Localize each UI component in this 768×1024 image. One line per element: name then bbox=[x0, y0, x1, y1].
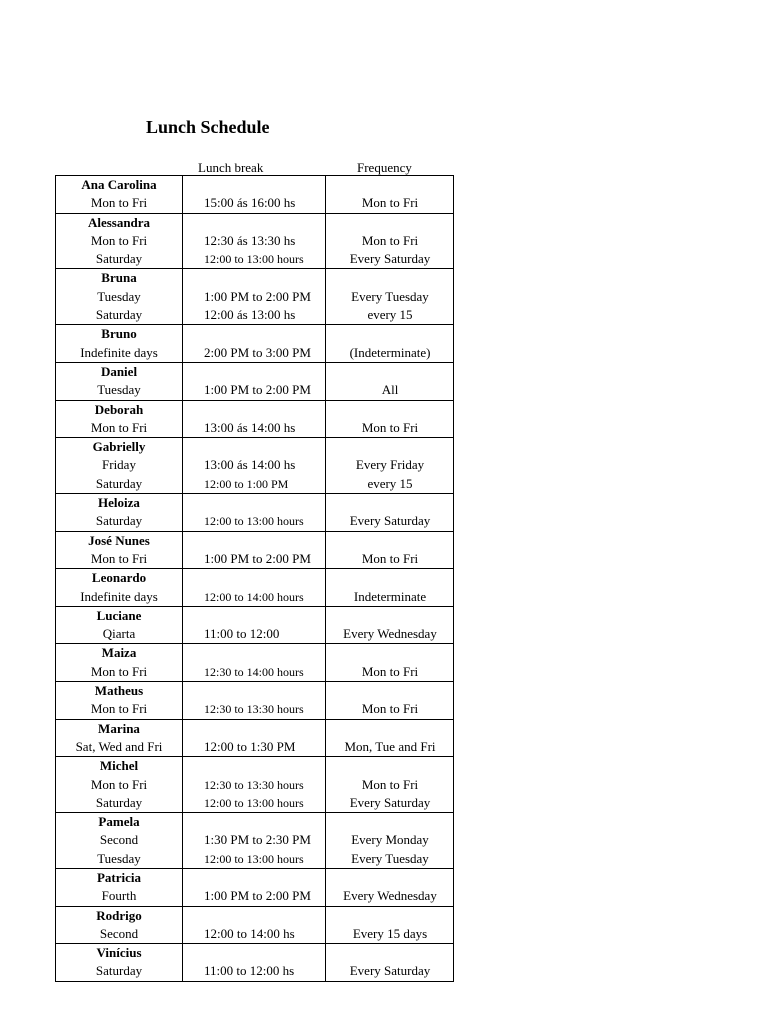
person-name: Leonardo bbox=[91, 570, 147, 586]
schedule-row bbox=[56, 232, 453, 250]
frequency-cell: every 15 bbox=[367, 307, 413, 323]
schedule-table bbox=[55, 175, 454, 982]
lunch-time-cell: 12:00 to 14:00 hs bbox=[204, 925, 295, 941]
name-row bbox=[56, 363, 453, 381]
lunch-time-cell: 1:00 PM to 2:00 PM bbox=[204, 382, 311, 398]
person-name: Gabrielly bbox=[92, 439, 146, 455]
schedule-entry bbox=[56, 907, 453, 945]
schedule-row bbox=[56, 738, 453, 756]
schedule-row bbox=[56, 381, 453, 399]
lunch-break-header: Lunch break bbox=[198, 160, 264, 175]
frequency-cell: Mon to Fri bbox=[361, 232, 419, 248]
schedule-entry bbox=[56, 682, 453, 720]
schedule-row bbox=[56, 831, 453, 849]
lunch-time-cell: 12:00 to 13:00 hours bbox=[204, 795, 304, 810]
days-cell: Saturday bbox=[95, 794, 143, 810]
lunch-time-cell: 1:00 PM to 2:00 PM bbox=[204, 888, 311, 904]
lunch-time-cell: 11:00 to 12:00 bbox=[204, 626, 280, 642]
schedule-entry bbox=[56, 325, 453, 363]
frequency-cell: Every Saturday bbox=[349, 251, 431, 267]
frequency-cell: Every Monday bbox=[351, 832, 429, 848]
days-cell: Saturday bbox=[95, 963, 143, 979]
schedule-row bbox=[56, 663, 453, 681]
frequency-cell: Mon to Fri bbox=[361, 776, 419, 792]
days-cell: Tuesday bbox=[97, 850, 141, 866]
person-name: Bruna bbox=[101, 270, 137, 286]
lunch-time-cell: 1:00 PM to 2:00 PM bbox=[204, 288, 311, 304]
days-cell: Mon to Fri bbox=[90, 550, 148, 566]
person-name: Daniel bbox=[100, 363, 138, 379]
frequency-cell: Mon to Fri bbox=[361, 663, 419, 679]
name-row bbox=[56, 813, 453, 831]
schedule-row bbox=[56, 625, 453, 643]
frequency-cell: Mon to Fri bbox=[361, 195, 419, 211]
lunch-time-cell: 15:00 ás 16:00 hs bbox=[204, 195, 296, 211]
days-cell: Mon to Fri bbox=[90, 232, 148, 248]
lunch-time-cell: 2:00 PM to 3:00 PM bbox=[204, 344, 311, 360]
person-name: Alessandra bbox=[87, 214, 151, 230]
person-name: Vinícius bbox=[96, 945, 142, 961]
lunch-time-cell: 13:00 ás 14:00 hs bbox=[204, 419, 296, 435]
schedule-entry bbox=[56, 214, 453, 270]
schedule-row bbox=[56, 194, 453, 212]
schedule-entry bbox=[56, 944, 453, 982]
name-row bbox=[56, 944, 453, 962]
person-name: Rodrigo bbox=[96, 907, 142, 923]
days-cell: Mon to Fri bbox=[90, 663, 148, 679]
person-name: Marina bbox=[98, 720, 140, 736]
person-name: Michel bbox=[99, 758, 139, 774]
lunch-time-cell: 12:00 to 13:00 hours bbox=[204, 851, 304, 866]
frequency-cell: Indeterminate bbox=[353, 588, 427, 604]
days-cell: Saturday bbox=[95, 513, 143, 529]
days-cell: Mon to Fri bbox=[90, 776, 148, 792]
schedule-entry bbox=[56, 438, 453, 494]
schedule-row bbox=[56, 776, 453, 794]
frequency-header: Frequency bbox=[357, 160, 412, 175]
lunch-time-cell: 12:30 ás 13:30 hs bbox=[204, 232, 296, 248]
schedule-row bbox=[56, 250, 453, 268]
frequency-cell: Every 15 days bbox=[352, 925, 428, 941]
lunch-time-cell: 12:00 to 13:00 hours bbox=[204, 252, 304, 267]
name-row bbox=[56, 438, 453, 456]
days-cell: Indefinite days bbox=[80, 344, 158, 360]
person-name: Patricia bbox=[96, 869, 142, 885]
lunch-time-cell: 1:30 PM to 2:30 PM bbox=[204, 832, 311, 848]
schedule-entry bbox=[56, 569, 453, 607]
schedule-row bbox=[56, 887, 453, 905]
schedule-row bbox=[56, 925, 453, 943]
schedule-row bbox=[56, 550, 453, 568]
days-cell: Indefinite days bbox=[80, 588, 158, 604]
frequency-cell: Every Tuesday bbox=[351, 850, 429, 866]
name-row bbox=[56, 494, 453, 512]
person-name: Bruno bbox=[101, 326, 137, 342]
person-name: Deborah bbox=[94, 401, 144, 417]
days-cell: Tuesday bbox=[97, 382, 141, 398]
days-cell: Mon to Fri bbox=[90, 701, 148, 717]
name-row bbox=[56, 176, 453, 194]
name-row bbox=[56, 214, 453, 232]
days-cell: Fourth bbox=[101, 888, 137, 904]
days-cell: Saturday bbox=[95, 307, 143, 323]
lunch-time-cell: 12:00 ás 13:00 hs bbox=[204, 307, 296, 323]
lunch-time-cell: 12:00 to 13:00 hours bbox=[204, 514, 304, 529]
schedule-entry bbox=[56, 644, 453, 682]
schedule-entry bbox=[56, 813, 453, 869]
days-cell: Tuesday bbox=[97, 288, 141, 304]
lunch-time-cell: 11:00 to 12:00 hs bbox=[204, 963, 295, 979]
days-cell: Second bbox=[99, 832, 139, 848]
schedule-row bbox=[56, 588, 453, 606]
schedule-entry bbox=[56, 757, 453, 813]
name-row bbox=[56, 907, 453, 925]
schedule-row bbox=[56, 794, 453, 812]
schedule-row bbox=[56, 456, 453, 474]
schedule-entry bbox=[56, 720, 453, 758]
person-name: Pamela bbox=[98, 814, 140, 830]
frequency-cell: Mon to Fri bbox=[361, 701, 419, 717]
frequency-cell: Mon, Tue and Fri bbox=[344, 738, 436, 754]
schedule-row bbox=[56, 962, 453, 980]
frequency-cell: Every Wednesday bbox=[343, 888, 437, 904]
days-cell: Second bbox=[99, 925, 139, 941]
lunch-time-cell: 12:30 to 14:00 hours bbox=[204, 664, 304, 679]
days-cell: Mon to Fri bbox=[90, 419, 148, 435]
name-row bbox=[56, 644, 453, 662]
days-cell: Mon to Fri bbox=[90, 195, 148, 211]
lunch-time-cell: 12:00 to 1:30 PM bbox=[204, 738, 296, 754]
schedule-entry bbox=[56, 363, 453, 401]
days-cell: Saturday bbox=[95, 251, 143, 267]
frequency-cell: All bbox=[381, 382, 399, 398]
schedule-entry bbox=[56, 401, 453, 439]
schedule-row bbox=[56, 419, 453, 437]
name-row bbox=[56, 869, 453, 887]
lunch-time-cell: 12:00 to 14:00 hours bbox=[204, 589, 304, 604]
days-cell: Qiarta bbox=[102, 626, 136, 642]
person-name: Ana Carolina bbox=[81, 177, 157, 192]
schedule-entry bbox=[56, 176, 453, 214]
person-name: Luciane bbox=[96, 607, 142, 623]
name-row bbox=[56, 569, 453, 587]
lunch-time-cell: 12:30 to 13:30 hours bbox=[204, 777, 304, 792]
schedule-row bbox=[56, 850, 453, 868]
lunch-time-cell: 12:30 to 13:30 hours bbox=[204, 702, 304, 717]
schedule-row bbox=[56, 700, 453, 718]
schedule-entry bbox=[56, 494, 453, 532]
schedule-entry bbox=[56, 269, 453, 325]
frequency-cell: Every Wednesday bbox=[343, 626, 437, 642]
name-row bbox=[56, 607, 453, 625]
name-row bbox=[56, 325, 453, 343]
schedule-row bbox=[56, 512, 453, 530]
name-row bbox=[56, 401, 453, 419]
name-row bbox=[56, 269, 453, 287]
name-row bbox=[56, 532, 453, 550]
person-name: Maiza bbox=[101, 645, 137, 661]
name-row bbox=[56, 720, 453, 738]
name-row bbox=[56, 682, 453, 700]
frequency-cell: every 15 bbox=[367, 475, 413, 491]
schedule-entry bbox=[56, 532, 453, 570]
lunch-time-cell: 13:00 ás 14:00 hs bbox=[204, 457, 296, 473]
frequency-cell: Every Saturday bbox=[349, 513, 431, 529]
days-cell: Saturday bbox=[95, 475, 143, 491]
frequency-cell: Every Saturday bbox=[349, 963, 431, 979]
lunch-time-cell: 12:00 to 1:00 PM bbox=[204, 476, 289, 491]
frequency-cell: (Indeterminate) bbox=[349, 344, 431, 360]
frequency-cell: Mon to Fri bbox=[361, 550, 419, 566]
frequency-cell: Every Friday bbox=[355, 457, 425, 473]
person-name: Matheus bbox=[94, 683, 144, 699]
days-cell: Sat, Wed and Fri bbox=[75, 738, 163, 754]
schedule-entry bbox=[56, 607, 453, 645]
days-cell: Friday bbox=[102, 457, 136, 473]
schedule-row bbox=[56, 306, 453, 324]
frequency-cell: Every Saturday bbox=[349, 794, 431, 810]
frequency-cell: Mon to Fri bbox=[361, 419, 419, 435]
lunch-time-cell: 1:00 PM to 2:00 PM bbox=[204, 550, 311, 566]
person-name: José Nunes bbox=[88, 532, 150, 548]
frequency-cell: Every Tuesday bbox=[351, 288, 429, 304]
schedule-row bbox=[56, 288, 453, 306]
name-row bbox=[56, 757, 453, 775]
person-name: Heloiza bbox=[98, 495, 140, 511]
schedule-entry bbox=[56, 869, 453, 907]
schedule-row bbox=[56, 344, 453, 362]
page-title: Lunch Schedule bbox=[146, 117, 270, 137]
schedule-row bbox=[56, 475, 453, 493]
